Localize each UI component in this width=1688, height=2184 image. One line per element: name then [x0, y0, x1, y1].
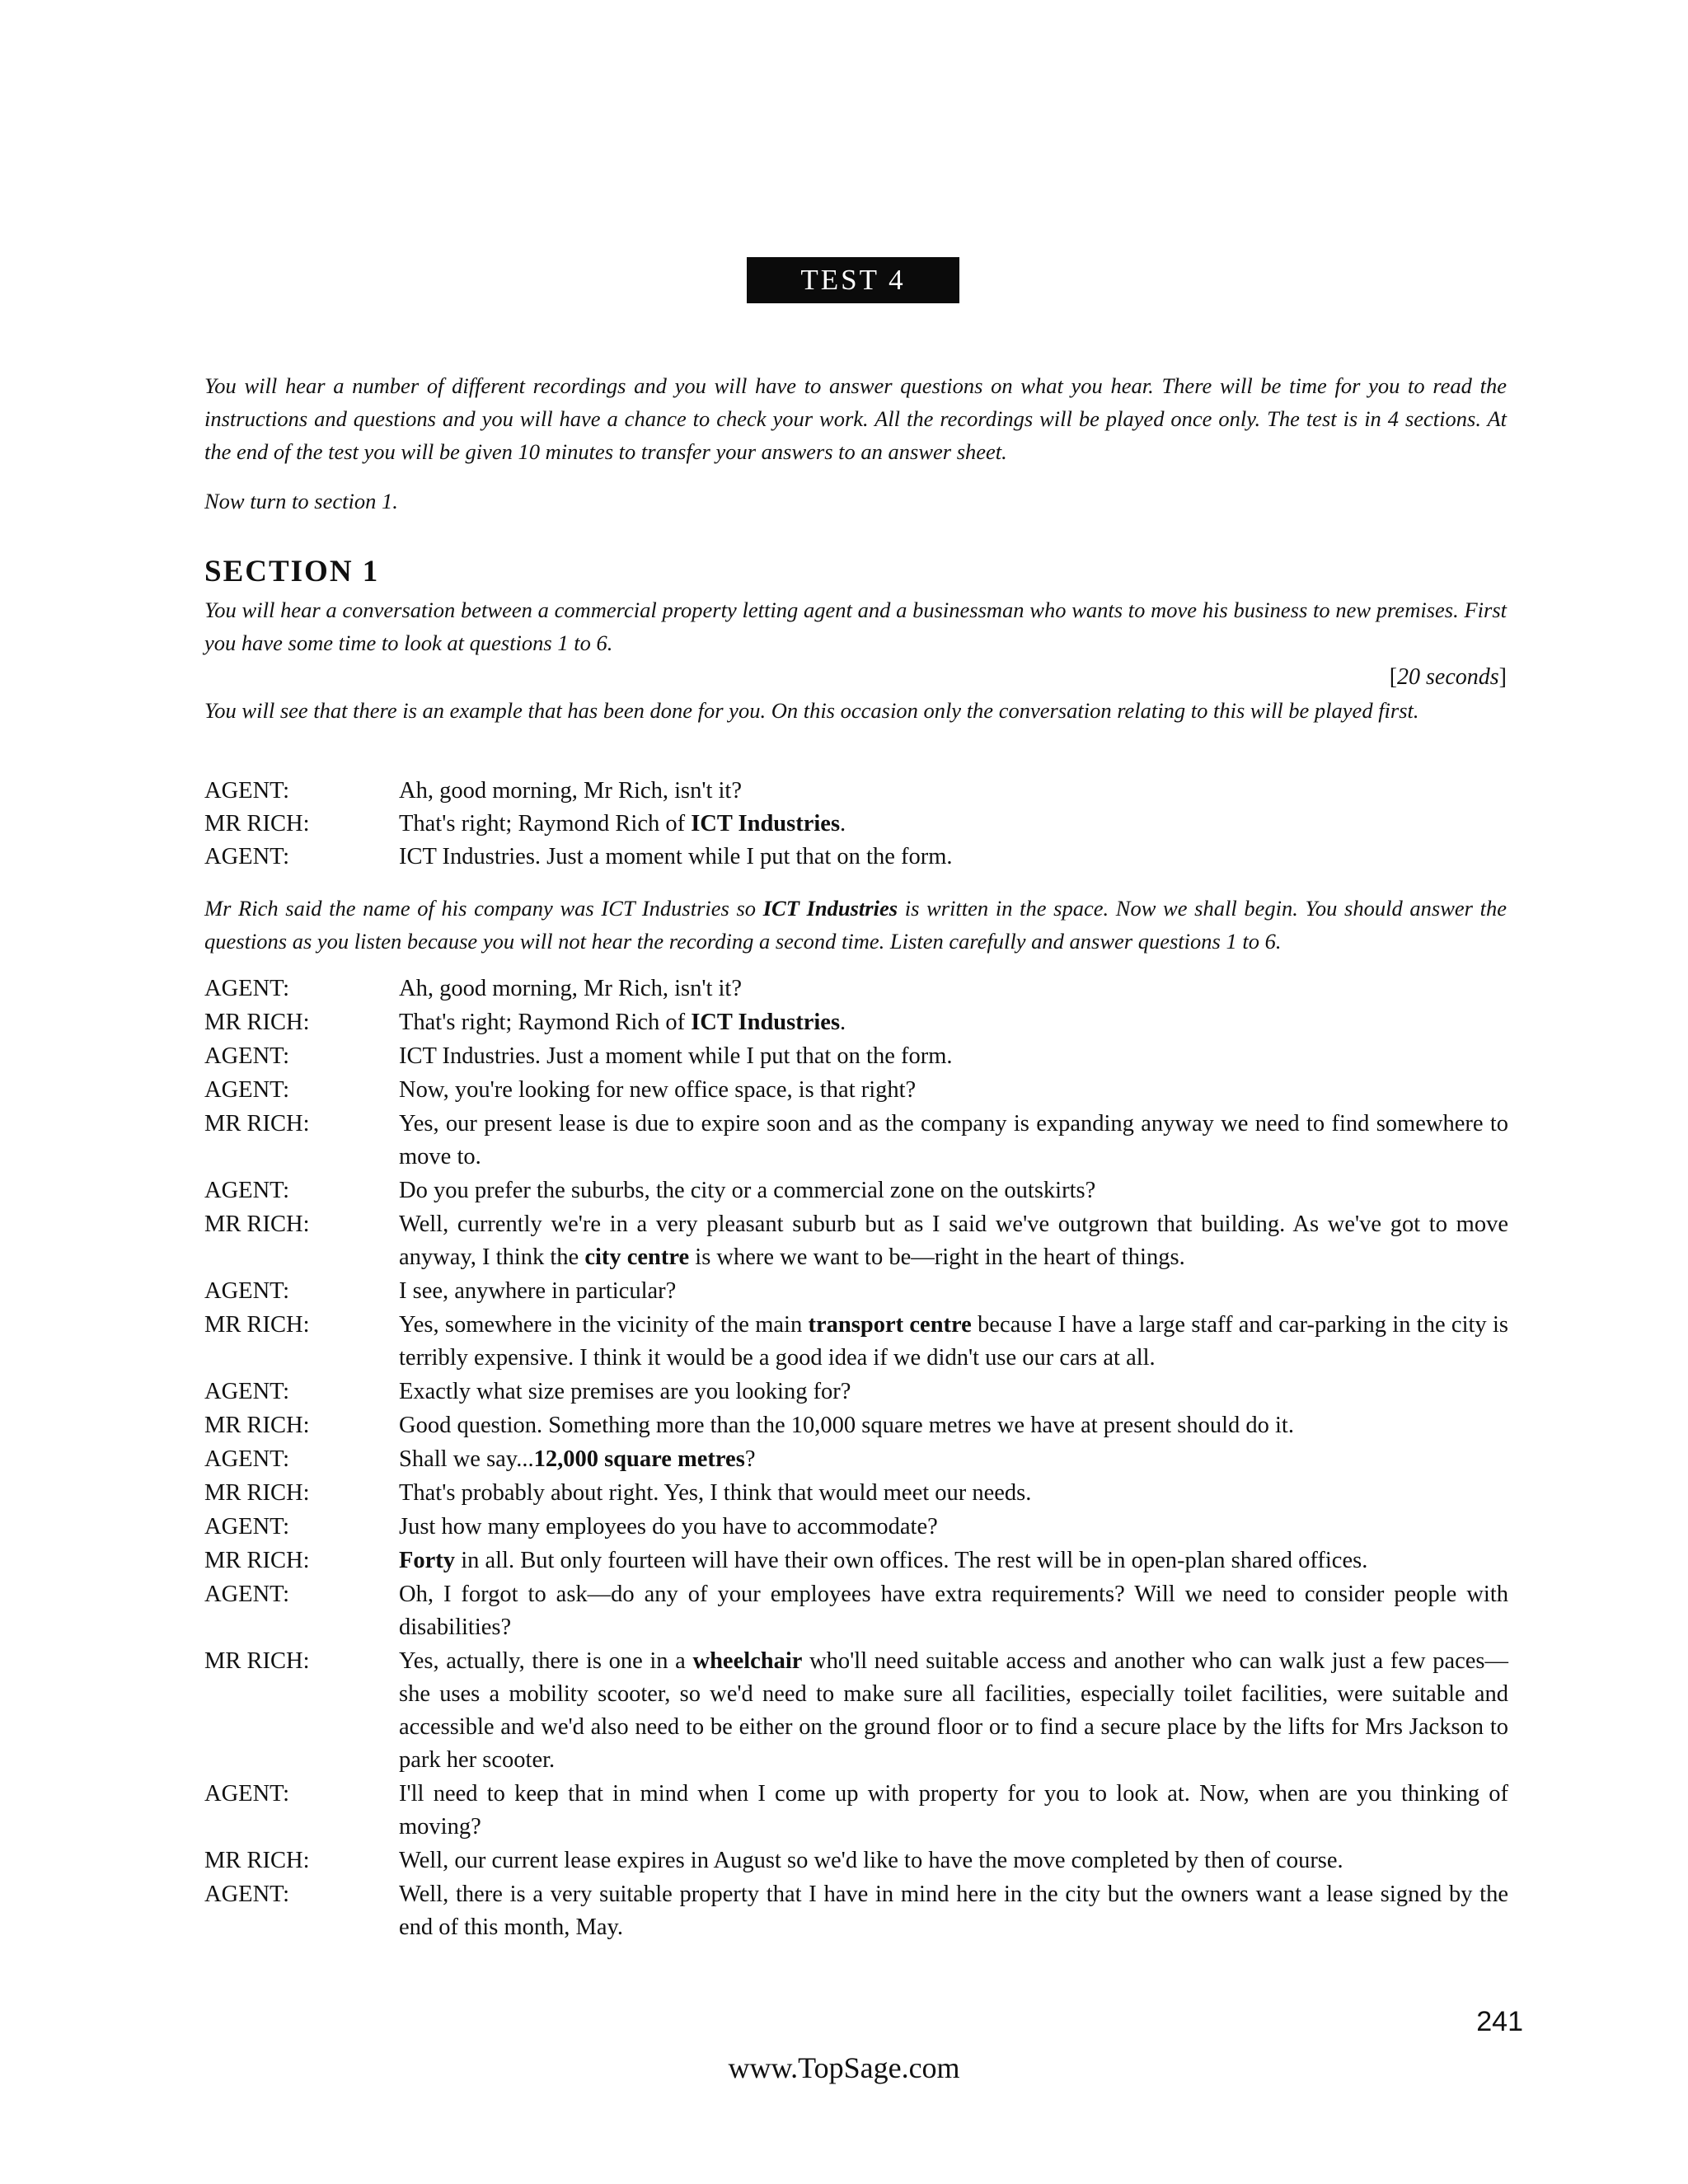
explanation-text-continued: is written in the space. Now we shall begin. You should answer the questions as you listen because you will not hear the recording a second time. Listen carefully and answer questions 1 to 6.	[204, 896, 1507, 954]
line-text-continued: .	[840, 811, 846, 837]
dialogue-line	[399, 1409, 1508, 1442]
explanation-text: Mr Rich said the name of his company was ICT Industries so	[204, 896, 763, 921]
speaker-label: MR RICH:	[204, 1212, 310, 1237]
dialogue-row	[204, 1477, 1508, 1510]
dialogue-line	[399, 972, 1508, 1005]
example-dialogue	[204, 775, 1508, 874]
dialogue-line	[399, 1006, 1508, 1039]
page-number: 241	[1476, 2006, 1523, 2037]
line-text: That's right; Raymond Rich of	[399, 811, 692, 837]
speaker-label: AGENT:	[204, 1278, 290, 1304]
speaker-label: AGENT:	[204, 778, 290, 804]
line-text: Do you prefer the suburbs, the city or a commercial zone on the outskirts?	[399, 1178, 1096, 1203]
test-intro-instructions: You will hear a number of different recordings and you will have to answer questions on what you hear. There will be time for you to read the instructions and questions and you will have a chance to check your work. All the recordings will be played once only. The test is in 4 sections. At the end of the test you will be given 10 minutes to transfer your answers to an answer sheet.	[204, 373, 1507, 464]
transcript-dialogue	[204, 972, 1508, 1945]
line-text: Just how many employees do you have to accommodate?	[399, 1514, 938, 1540]
dialogue-line	[399, 1074, 1508, 1107]
line-text: Ah, good morning, Mr Rich, isn't it?	[399, 778, 742, 804]
dialogue-line	[399, 1511, 1508, 1544]
section-instruction: You will hear a conversation between a commercial property letting agent and a businessman who wants to move his business to new premises. First you have some time to look at questions 1 to 6.	[204, 598, 1507, 655]
line-text: Yes, somewhere in the vicinity of the main	[399, 1312, 809, 1338]
line-text: Well, there is a very suitable property that I have in mind here in the city but the owners want a lease signed by the end of this month, May.	[399, 1882, 1508, 1940]
dialogue-row	[204, 1309, 1508, 1375]
speaker-label: AGENT:	[204, 1379, 290, 1404]
dialogue-line	[399, 1309, 1508, 1375]
dialogue-line	[399, 1578, 1508, 1644]
answer-keyword: city centre	[584, 1244, 690, 1270]
dialogue-row	[204, 841, 1508, 874]
answer-keyword: Forty	[399, 1548, 456, 1573]
dialogue-row	[204, 775, 1508, 808]
dialogue-line	[399, 1208, 1508, 1274]
speaker-label: MR RICH:	[204, 1111, 310, 1137]
dialogue-row	[204, 1074, 1508, 1107]
speaker-label: MR RICH:	[204, 1010, 310, 1035]
answer-keyword: wheelchair	[692, 1648, 803, 1674]
line-text: Shall we say...	[399, 1446, 534, 1472]
line-text: Yes, our present lease is due to expire soon and as the company is expanding anyway we need to find somewhere to move to.	[399, 1111, 1508, 1169]
speaker-label: AGENT:	[204, 976, 290, 1001]
footer-url: www.TopSage.com	[728, 2051, 960, 2084]
speaker-label: AGENT:	[204, 1781, 290, 1807]
speaker-label: AGENT:	[204, 844, 290, 869]
speaker-label: MR RICH:	[204, 1648, 310, 1674]
dialogue-line	[399, 775, 1508, 808]
test-title: TEST 4	[747, 257, 959, 303]
dialogue-row	[204, 1443, 1508, 1476]
dialogue-line	[399, 1275, 1508, 1308]
speaker-label: MR RICH:	[204, 1480, 310, 1506]
speaker-label: MR RICH:	[204, 811, 310, 837]
speaker-label: AGENT:	[204, 1043, 290, 1069]
dialogue-row	[204, 1040, 1508, 1073]
speaker-label: AGENT:	[204, 1178, 290, 1203]
dialogue-row	[204, 1376, 1508, 1408]
dialogue-row	[204, 1208, 1508, 1274]
timing-note: [20 seconds]	[1389, 664, 1507, 690]
dialogue-line	[399, 1477, 1508, 1510]
timing-text: 20 seconds	[1397, 664, 1499, 690]
dialogue-line	[399, 1174, 1508, 1207]
section-heading: SECTION 1	[204, 555, 380, 588]
line-text: Exactly what size premises are you looking for?	[399, 1379, 851, 1404]
speaker-label: AGENT:	[204, 1514, 290, 1540]
now-turn-instruction: Now turn to section 1.	[204, 489, 398, 513]
dialogue-line	[399, 1544, 1508, 1577]
example-instruction: You will see that there is an example that has been done for you. On this occasion only the conversation relating to this will be played first.	[204, 698, 1419, 723]
dialogue-row	[204, 808, 1508, 841]
line-text: Ah, good morning, Mr Rich, isn't it?	[399, 976, 742, 1001]
speaker-label: MR RICH:	[204, 1848, 310, 1873]
answer-keyword: ICT Industries	[691, 811, 841, 837]
dialogue-row	[204, 1108, 1508, 1174]
line-text: ICT Industries. Just a moment while I put that on the form.	[399, 844, 953, 869]
speaker-label: MR RICH:	[204, 1548, 310, 1573]
dialogue-line	[399, 1443, 1508, 1476]
speaker-label: AGENT:	[204, 1882, 290, 1907]
dialogue-row	[204, 1275, 1508, 1308]
line-text: Oh, I forgot to ask—do any of your employees have extra requirements? Will we need to consider people with disabilities?	[399, 1582, 1508, 1640]
dialogue-row	[204, 1511, 1508, 1544]
line-text-continued: ?	[744, 1446, 756, 1472]
dialogue-line	[399, 1844, 1508, 1877]
line-text: I'll need to keep that in mind when I come up with property for you to look at. Now, when are you thinking of moving?	[399, 1781, 1508, 1840]
line-text: Good question. Something more than the 10,000 square metres we have at present should do it.	[399, 1413, 1294, 1438]
dialogue-row	[204, 1645, 1508, 1777]
line-text-continued: .	[840, 1010, 846, 1035]
line-text-continued: is where we want to be—right in the heart of things.	[689, 1244, 1185, 1270]
line-text: I see, anywhere in particular?	[399, 1278, 677, 1304]
dialogue-row	[204, 1544, 1508, 1577]
answer-keyword: 12,000 square metres	[533, 1446, 745, 1472]
line-text: Now, you're looking for new office space, is that right?	[399, 1077, 917, 1103]
dialogue-row	[204, 1409, 1508, 1442]
dialogue-row	[204, 1778, 1508, 1844]
line-text: Well, currently we're in a very pleasant suburb but as I said we've outgrown that building. As we've got to move anyway, I think the	[399, 1212, 1508, 1270]
dialogue-row	[204, 972, 1508, 1005]
speaker-label: AGENT:	[204, 1446, 290, 1472]
dialogue-line	[399, 841, 1508, 874]
dialogue-line	[399, 1645, 1508, 1777]
line-text: That's probably about right. Yes, I think that would meet our needs.	[399, 1480, 1032, 1506]
dialogue-line	[399, 1778, 1508, 1844]
line-text: ICT Industries. Just a moment while I put that on the form.	[399, 1043, 953, 1069]
answer-keyword: ICT Industries	[691, 1010, 841, 1035]
dialogue-line	[399, 1108, 1508, 1174]
speaker-label: AGENT:	[204, 1582, 290, 1607]
dialogue-line	[399, 1878, 1508, 1944]
speaker-label: MR RICH:	[204, 1312, 310, 1338]
answer-keyword: transport centre	[808, 1312, 972, 1338]
dialogue-row	[204, 1578, 1508, 1644]
speaker-label: AGENT:	[204, 1077, 290, 1103]
dialogue-line	[399, 808, 1508, 841]
line-text: Well, our current lease expires in August so we'd like to have the move completed by then of course.	[399, 1848, 1343, 1873]
dialogue-line	[399, 1040, 1508, 1073]
dialogue-row	[204, 1844, 1508, 1877]
line-text-continued: who'll need suitable access and another who can walk just a few paces—she uses a mobility scooter, so we'd need to make sure all facilities, especially toilet facilities, were suitable and accessible and we'd also need to be either on the ground floor or to find a secure place by the lifts for Mrs Jackson to park her scooter.	[399, 1648, 1508, 1773]
dialogue-row	[204, 1878, 1508, 1944]
line-text-continued: because I have a large staff and car-parking in the city is terribly expensive. I think it would be a good idea if we didn't use our cars at all.	[399, 1312, 1508, 1371]
line-text: That's right; Raymond Rich of	[399, 1010, 692, 1035]
example-explanation	[204, 892, 1507, 958]
speaker-label: MR RICH:	[204, 1413, 310, 1438]
dialogue-row	[204, 1006, 1508, 1039]
dialogue-row	[204, 1174, 1508, 1207]
dialogue-line	[399, 1376, 1508, 1408]
explanation-answer: ICT Industries	[762, 896, 898, 921]
line-text: Yes, actually, there is one in a	[399, 1648, 693, 1674]
line-text-continued: in all. But only fourteen will have their own offices. The rest will be in open-plan shared offices.	[455, 1548, 1368, 1573]
